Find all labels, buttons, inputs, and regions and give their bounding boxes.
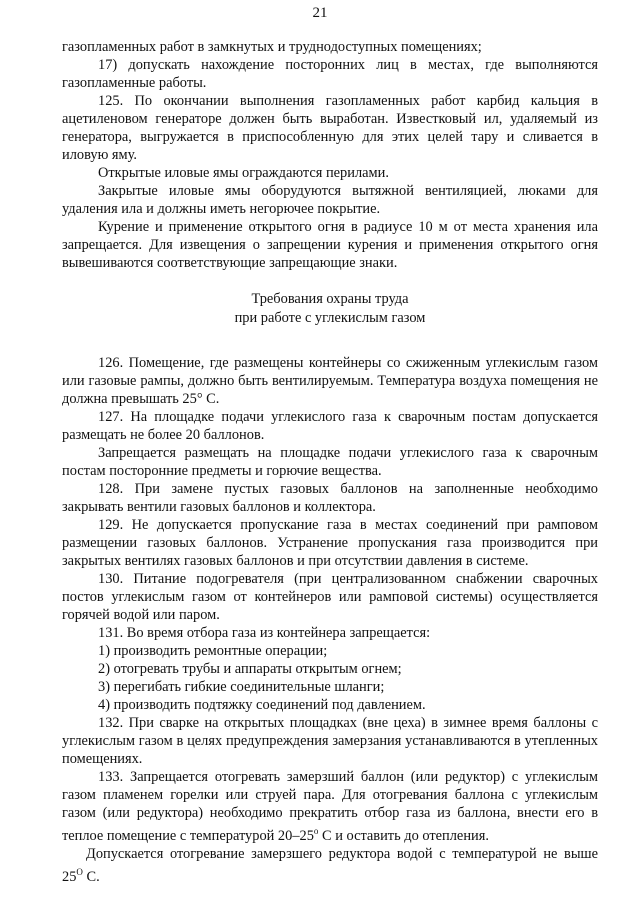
paragraph: Открытые иловые ямы ограждаются перилами. [98, 165, 389, 181]
page-number: 21 [312, 5, 328, 21]
paragraph-last-text-end: С. [82, 869, 100, 885]
paragraph: 131. Во время отбора газа из контейнера запрещается: [98, 625, 431, 641]
section-co2 [62, 354, 598, 768]
section-heading [62, 290, 598, 328]
heading-line-2: при работе с углекислым газом [234, 310, 426, 326]
paragraph: Закрытые иловые ямы оборудуются вытяжной вентиляцией, люками для удаления ила и должны иметь негорючее покрытие. [62, 183, 598, 217]
section-gas-flame-end [62, 38, 598, 272]
paragraph-last-text: Допускается отогревание замерзшего редуктора водой с температурой не выше 25 [62, 846, 598, 885]
paragraph-133 [62, 768, 598, 845]
paragraph: Курение и применение открытого огня в радиусе 10 м от места хранения ила запрещается. Для извещения о запрещении курения и применения открытого огня вывешиваются соответствующие запрещающие знаки. [62, 219, 598, 271]
document-body [62, 38, 598, 886]
degree-sup: о [313, 826, 319, 836]
paragraph-133-text: 133. Запрещается отогревать замерзший баллон (или редуктор) с углекислым газом пламенем горелки или струей пара. Для отогревания баллона с углекислым газом (или редуктора) необходимо прекратить отбор газа из баллона, внести его в теплое помещение с температурой 20–25 [62, 769, 598, 844]
heading-line-1: Требования охраны труда [251, 291, 409, 307]
degree-sup: О [76, 867, 83, 877]
paragraph: 125. По окончании выполнения газопламенных работ карбид кальция в ацетиленовом генераторе должен быть выработан. Известковый ил, удаляемый из генератора, выгружается в приспособленную для этих целей тару и сливается в иловую яму. [62, 93, 598, 163]
paragraph: 132. При сварке на открытых площадках (вне цеха) в зимнее время баллоны с углекислым газом в целях предупреждения замерзания устанавливаются в утепленных помещениях. [62, 715, 598, 767]
paragraph: Запрещается размещать на площадке подачи углекислого газа к сварочным постам посторонние предметы и горючие вещества. [62, 445, 598, 479]
paragraph: 128. При замене пустых газовых баллонов на заполненные необходимо закрывать вентили газовых баллонов и коллектора. [62, 481, 598, 515]
paragraph: газопламенных работ в замкнутых и труднодоступных помещениях; [62, 39, 482, 55]
paragraph: 3) перегибать гибкие соединительные шланги; [98, 679, 385, 695]
paragraph: 127. На площадке подачи углекислого газа к сварочным постам допускается размещать не более 20 баллонов. [62, 409, 598, 443]
paragraph: 2) отогревать трубы и аппараты открытым огнем; [98, 661, 402, 677]
paragraph: 130. Питание подогревателя (при централизованном снабжении сварочных постов углекислым газом от контейнеров или рамповой системы) осуществляется горячей водой или паром. [62, 571, 598, 623]
paragraph-last [62, 845, 598, 886]
paragraph: 1) производить ремонтные операции; [98, 643, 328, 659]
paragraph-133-text-end: С и оставить до отепления. [318, 828, 489, 844]
paragraph: 4) производить подтяжку соединений под давлением. [98, 697, 426, 713]
paragraph: 126. Помещение, где размещены контейнеры со сжиженным углекислым газом или газовые рампы, должно быть вентилируемым. Температура воздуха помещения не должна превышать 25° С. [62, 355, 598, 407]
paragraph: 129. Не допускается пропускание газа в местах соединений при рамповом размещении газовых баллонов. Устранение пропускания газа производится при закрытых вентилях газовых баллонов и при отсутствии давления в системе. [62, 517, 598, 569]
paragraph: 17) допускать нахождение посторонних лиц в местах, где выполняются газопламенные работы. [62, 57, 598, 91]
